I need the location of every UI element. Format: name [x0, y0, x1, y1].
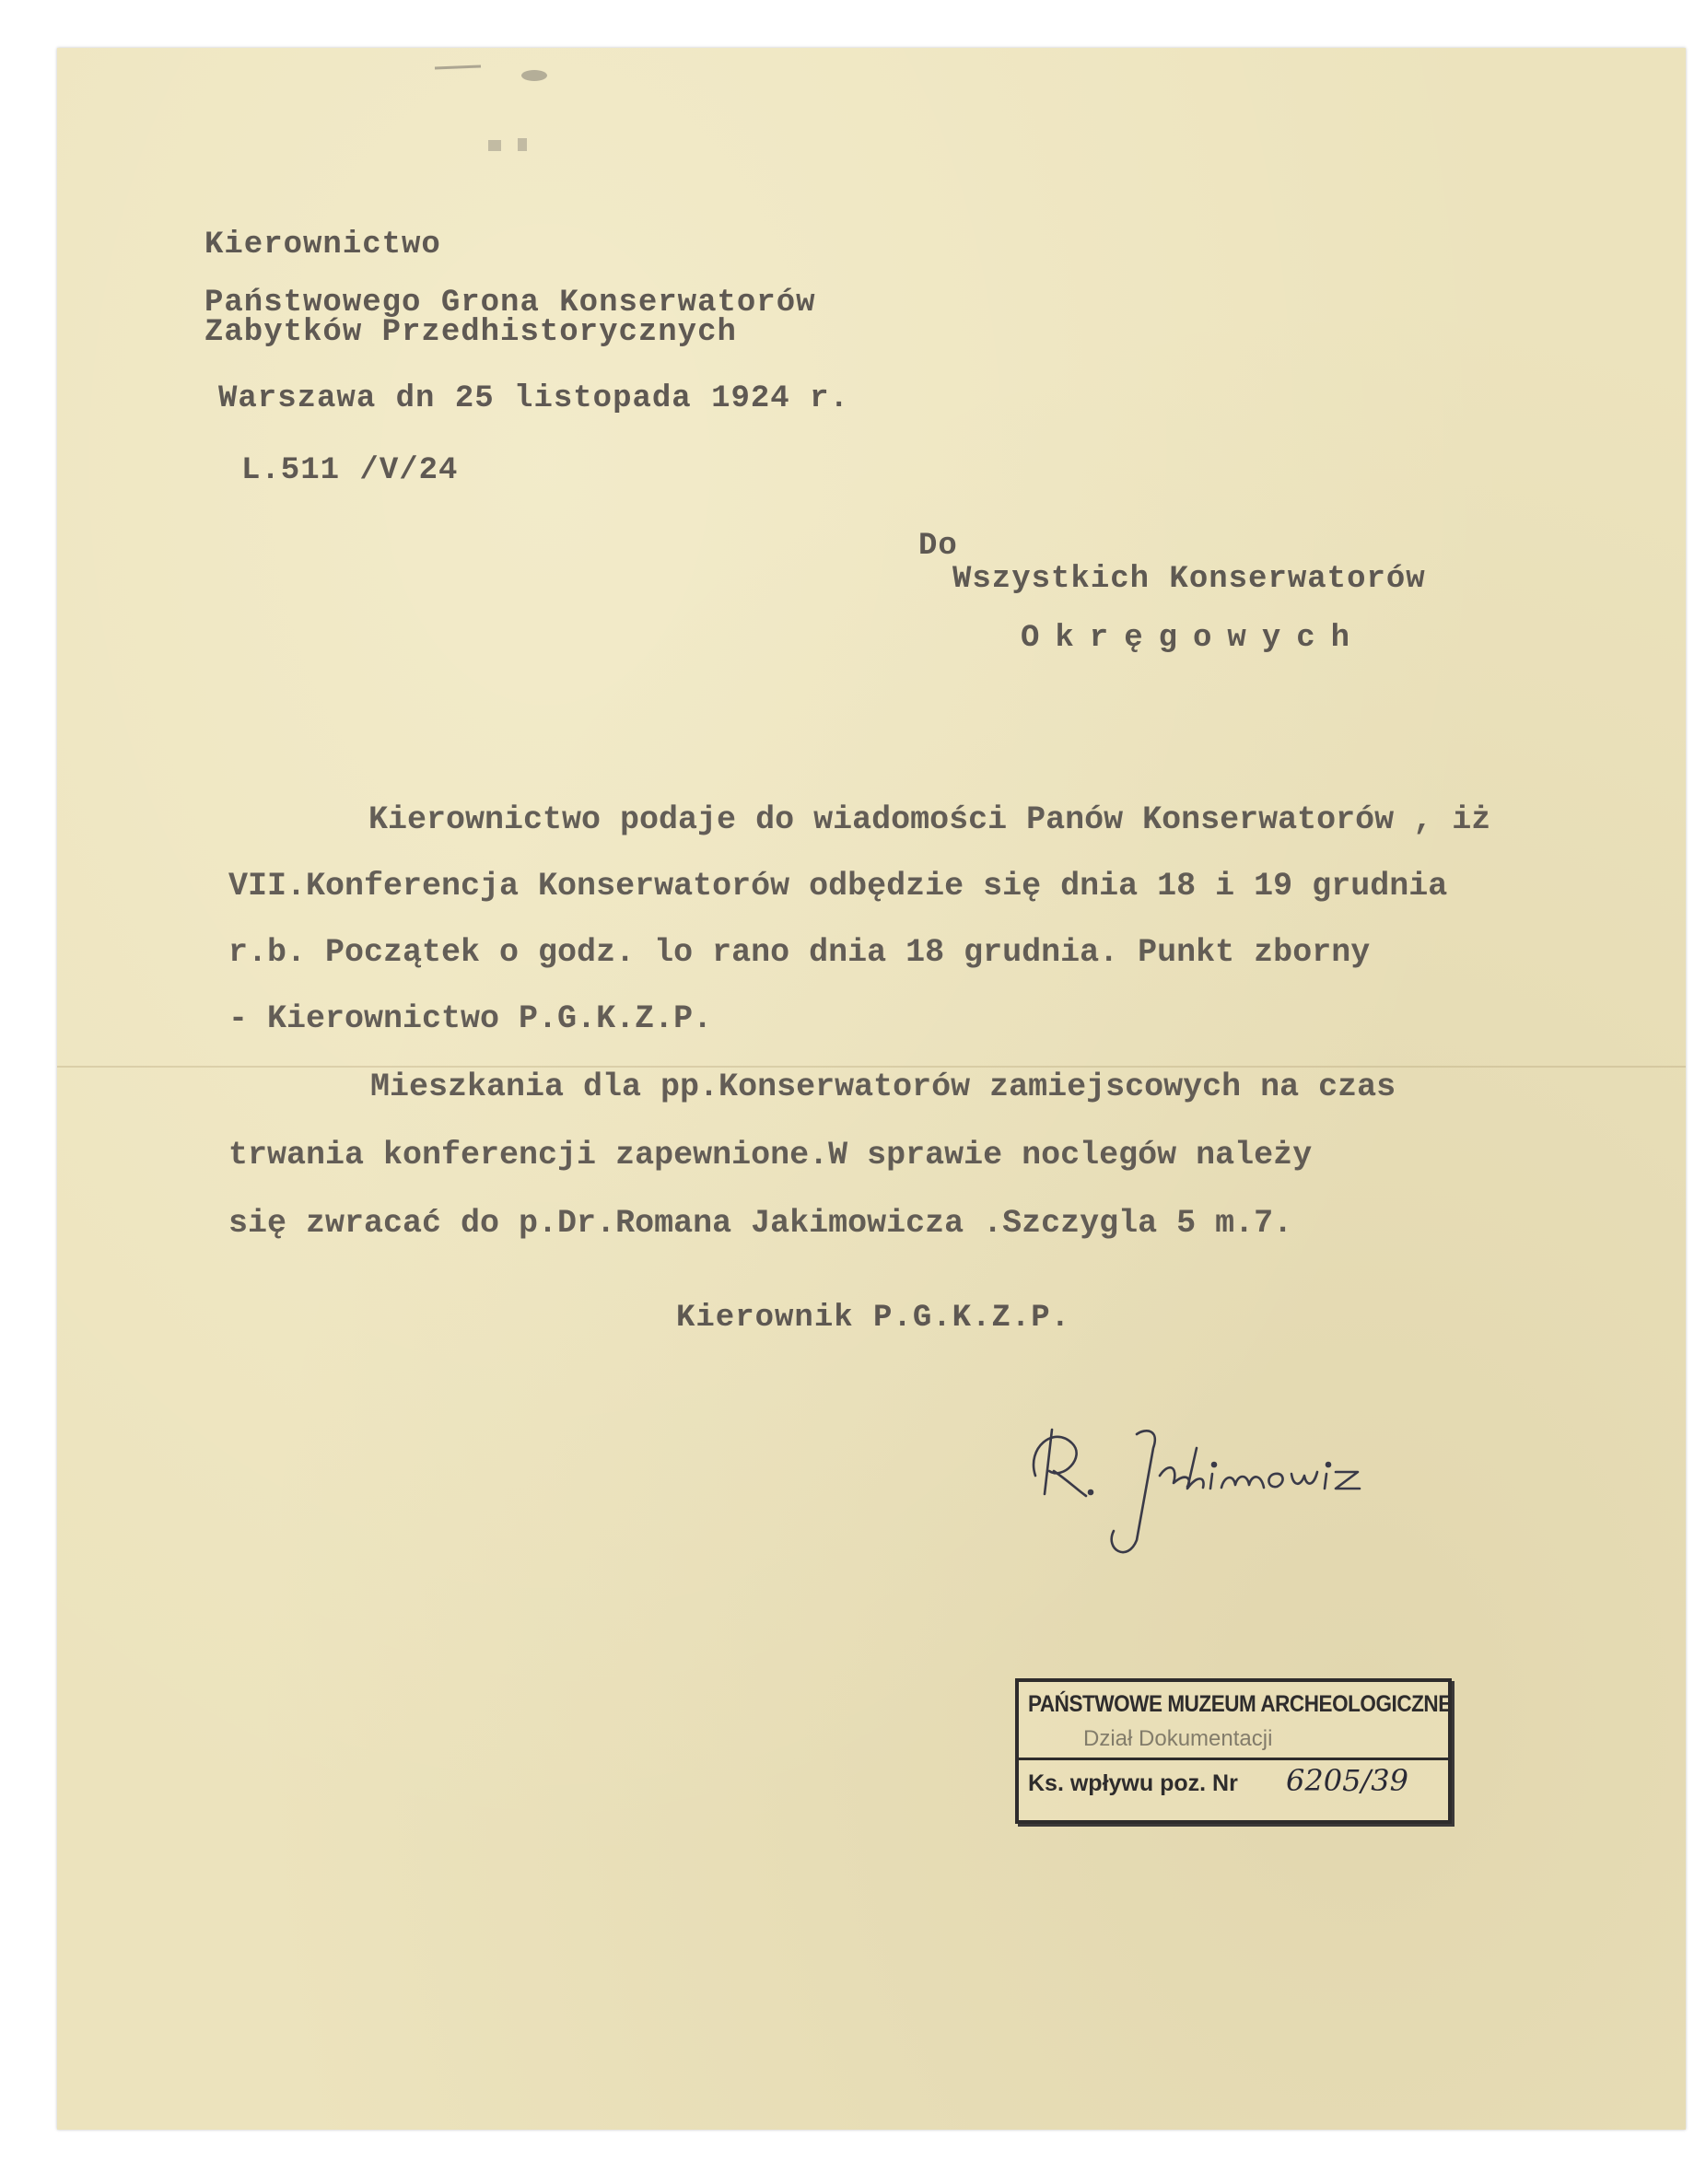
organization-line-1: Państwowego Grona Konserwatorów: [204, 286, 816, 321]
stamp-entry-number: 6205/39: [1286, 1763, 1408, 1798]
organization-line-2: Zabytków Przedhistorycznych: [204, 315, 737, 350]
signature-text: R. Jakimowicz: [999, 1393, 1006, 1394]
archive-stamp: [1015, 1678, 1452, 1824]
body-line-3: r.b. Początek o godz. lo rano dnia 18 grudnia. Punkt zborny: [228, 934, 1371, 971]
recipient-line-1: Wszystkich Konserwatorów: [952, 562, 1426, 597]
handwritten-signature: [999, 1393, 1385, 1559]
body-line-6: trwania konferencji zapewnione.W sprawie noclegów należy: [228, 1137, 1313, 1174]
reference-number: L.511 /V/24: [241, 453, 459, 488]
stamp-divider: [1019, 1758, 1448, 1760]
body-line-2: VII.Konferencja Konserwatorów odbędzie się dnia 18 i 19 grudnia: [228, 868, 1448, 905]
body-line-1: Kierownictwo podaje do wiadomości Panów Konserwatorów , iż: [368, 801, 1491, 838]
stamp-entry-label: Ks. wpływu poz. Nr: [1028, 1770, 1238, 1796]
recipient-line-2: Okręgowych: [1021, 621, 1366, 656]
date-line: Warszawa dn 25 listopada 1924 r.: [218, 381, 849, 416]
body-line-5: Mieszkania dla pp.Konserwatorów zamiejscowych na czas: [370, 1069, 1396, 1105]
closing-title: Kierownik P.G.K.Z.P.: [676, 1301, 1071, 1336]
office-label: Kierownictwo: [204, 228, 441, 263]
body-line-4: - Kierownictwo P.G.K.Z.P.: [228, 1000, 713, 1037]
stamp-department: Dział Dokumentacji: [1083, 1726, 1273, 1751]
stamp-institution: PAŃSTWOWE MUZEUM ARCHEOLOGICZNE: [1028, 1691, 1452, 1717]
body-line-7: się zwracać do p.Dr.Romana Jakimowicza .Szczygla 5 m.7.: [228, 1205, 1293, 1242]
letter-page: [57, 48, 1686, 2130]
smudge-marks: [380, 48, 564, 158]
recipient-to: Do: [918, 529, 958, 564]
